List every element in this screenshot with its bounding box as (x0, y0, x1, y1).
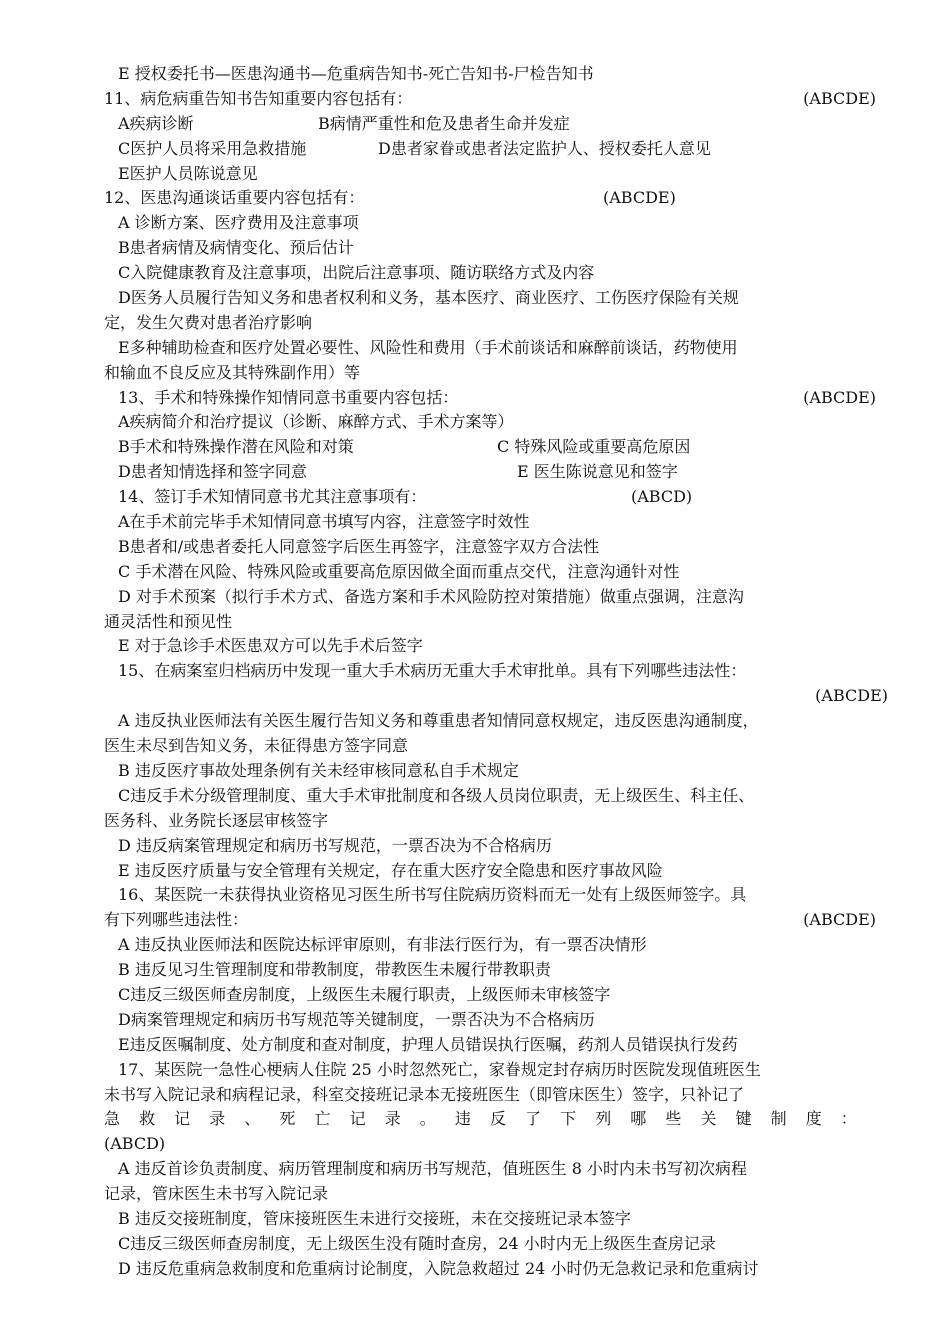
option-text: A 违反首诊负责制度、病历管理制度和病历书写规范，值班医生 8 小时内未书写初次病程 (118, 1159, 747, 1179)
option-text: B患者和/或患者委托人同意签字后医生再签字，注意签字双方合法性 (118, 536, 600, 556)
option-text: D 违反病案管理规定和病历书写规范，一票否决为不合格病历 (118, 835, 552, 855)
answer-line (104, 684, 888, 709)
option-text: A 诊断方案、医疗费用及注意事项 (118, 213, 359, 233)
option-text: E 对于急诊手术医患双方可以先手术后签字 (118, 636, 423, 656)
question-text: 13、手术和特殊操作知情同意书重要内容包括： (118, 387, 459, 407)
option-text: C 手术潜在风险、特殊风险或重要高危原因做全面而重点交代，注意沟通针对性 (118, 561, 680, 581)
question-text: 有下列哪些违法性： (104, 910, 249, 930)
question-17: 17、某医院一急性心梗病人住院 25 小时忽然死亡，家眷规定封存病历时医院发现值班医生 (118, 1059, 761, 1079)
option-row (104, 435, 888, 460)
option-text: B手术和特殊操作潜在风险和对策 (118, 437, 354, 457)
option-text: B 违反见习生管理制度和带教制度，带教医生未履行带教职责 (118, 960, 551, 980)
option-text: C入院健康教育及注意事项，出院后注意事项、随访联络方式及内容 (118, 263, 595, 283)
option-row (104, 137, 888, 162)
question-text: 14、签订手术知情同意书尤其注意事项有： (118, 487, 427, 507)
option-text: E 医生陈说意见和签字 (517, 462, 678, 482)
question-14 (104, 485, 888, 510)
option-text-cont: 记录，管床医生未书写入院记录 (104, 1184, 329, 1204)
option-text: B病情严重性和危及患者生命并发症 (318, 113, 570, 133)
answer-key: (ABCDE) (803, 387, 876, 407)
answer-key: (ABCD) (104, 1134, 166, 1154)
answer-key: (ABCDE) (803, 88, 876, 108)
option-text: A疾病简介和治疗提议（诊断、麻醉方式、手术方案等） (118, 412, 514, 432)
option-text: B患者病情及病情变化、预后估计 (118, 238, 354, 258)
option-text: B 违反医疗事故处理条例有关未经审核同意私自手术规定 (118, 760, 519, 780)
option-text-cont: 和输血不良反应及其特殊副作用）等 (104, 362, 361, 382)
option-text: E 授权委托书—医患沟通书—危重病告知书-死亡告知书-尸检告知书 (118, 64, 594, 83)
option-text: A 违反执业医师法有关医生履行告知义务和尊重患者知情同意权规定，违反医患沟通制度， (118, 711, 759, 731)
question-13 (104, 386, 888, 411)
answer-key: (ABCDE) (803, 910, 876, 930)
option-text: D患者家眷或患者法定监护人、授权委托人意见 (378, 138, 711, 158)
option-text-cont: 定，发生欠费对患者治疗影响 (104, 312, 313, 332)
option-row (104, 112, 888, 137)
option-text-cont: 医务科、业务院长逐层审核签字 (104, 810, 329, 830)
question-text: 12、医患沟通谈话重要内容包括有： (104, 188, 365, 208)
option-text-cont: 医生未尽到告知义务，未征得患方签字同意 (104, 736, 409, 756)
question-text-cont (104, 908, 888, 933)
question-15: 15、在病案室归档病历中发现一重大手术病历无重大手术审批单。具有下列哪些违法性： (118, 661, 747, 681)
option-text: C 特殊风险或重要高危原因 (497, 437, 691, 457)
option-text: E违反医嘱制度、处方制度和查对制度，护理人员错误执行医嘱，药剂人员错误执行发药 (118, 1034, 738, 1054)
option-text: A疾病诊断 (118, 113, 194, 133)
option-text: D 对手术预案（拟行手术方式、备选方案和手术风险防控对策措施）做重点强调，注意沟 (118, 586, 744, 606)
option-text: D医务人员履行告知义务和患者权利和义务，基本医疗、商业医疗、工伤医疗保险有关规 (118, 288, 739, 308)
option-text: E医护人员陈说意见 (118, 163, 258, 183)
option-text: A在手术前完毕手术知情同意书填写内容，注意签字时效性 (118, 512, 530, 532)
option-text: D患者知情选择和签字同意 (118, 462, 307, 482)
question-text-cont: 急 救 记 录 、 死 亡 记 录 。 违 反 了 下 列 哪 些 关 键 制 度 ： (104, 1109, 864, 1129)
option-text: C医护人员将采用急救措施 (118, 138, 307, 158)
option-text: D病案管理规定和病历书写规范等关键制度，一票否决为不合格病历 (118, 1009, 595, 1029)
option-row (104, 460, 888, 485)
option-text: C违反三级医师查房制度，上级医生未履行职责，上级医师未审核签字 (118, 984, 611, 1004)
option-text-cont: 通灵活性和预见性 (104, 611, 233, 631)
option-text: E多种辅助检查和医疗处置必要性、风险性和费用（手术前谈话和麻醉前谈话，药物使用 (118, 337, 738, 357)
option-text: E 违反医疗质量与安全管理有关规定，存在重大医疗安全隐患和医疗事故风险 (118, 860, 663, 880)
answer-key: (ABCDE) (603, 188, 676, 208)
answer-key: (ABCDE) (815, 686, 888, 706)
option-text: D 违反危重病急救制度和危重病讨论制度，入院急救超过 24 小时仍无急救记录和危重病讨 (118, 1258, 759, 1278)
question-12 (104, 186, 888, 211)
option-text: C违反手术分级管理制度、重大手术审批制度和各级人员岗位职责，无上级医生、科主任、 (118, 785, 755, 805)
option-text: C违反三级医师查房制度，无上级医生没有随时查房，24 小时内无上级医生查房记录 (118, 1233, 716, 1253)
question-16: 16、某医院一未获得执业资格见习医生所书写住院病历资料而无一处有上级医师签字。具 (118, 885, 747, 905)
answer-key: (ABCD) (631, 487, 693, 507)
question-11 (104, 87, 888, 112)
question-text: 11、病危病重告知书告知重要内容包括有： (104, 88, 413, 108)
option-text: B 违反交接班制度，管床接班医生未进行交接班，未在交接班记录本签字 (118, 1208, 631, 1228)
option-text: A 违反执业医师法和医院达标评审原则，有非法行医行为，有一票否决情形 (118, 935, 647, 955)
question-text-cont: 未书写入院记录和病程记录，科室交接班记录本无接班医生（即管床医生）签字，只补记了 (104, 1084, 745, 1104)
